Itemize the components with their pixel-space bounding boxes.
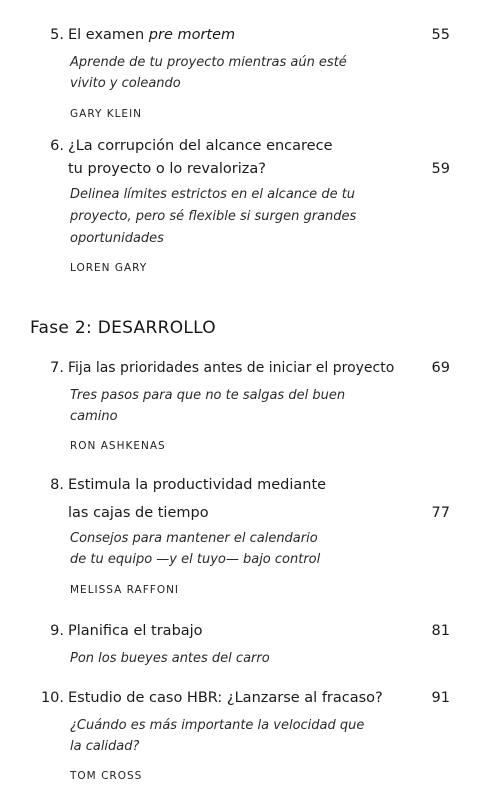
- entry-author: LOREN GARY: [70, 262, 148, 274]
- entry-page-number: 91: [431, 690, 450, 706]
- entry-description-line: ¿Cuándo es más importante la velocidad que: [70, 718, 365, 733]
- entry-title: [68, 27, 235, 43]
- entry-number: 9.: [50, 623, 64, 639]
- entry-title-italic: pre mortem: [148, 27, 236, 43]
- entry-author: GARY KLEIN: [70, 108, 143, 120]
- entry-page-number: 59: [431, 161, 450, 177]
- entry-description-line: Pon los bueyes antes del carro: [70, 651, 270, 666]
- entry-description-line: Consejos para mantener el calendario: [70, 531, 318, 546]
- entry-description-line: Aprende de tu proyecto mientras aún esté: [70, 55, 347, 70]
- entry-description-line: proyecto, pero sé flexible si surgen grandes: [70, 209, 357, 224]
- entry-description-line: la calidad?: [70, 739, 140, 754]
- entry-description-line: Delinea límites estrictos en el alcance de tu: [70, 187, 356, 202]
- entry-title-line: Planifica el trabajo: [68, 623, 203, 639]
- entry-description-line: Tres pasos para que no te salgas del buen: [70, 388, 346, 403]
- entry-number: 7.: [50, 360, 64, 376]
- phase-heading: Fase 2: DESARROLLO: [30, 318, 216, 338]
- entry-title-line: Estudio de caso HBR: ¿Lanzarse al fracaso?: [68, 690, 383, 706]
- entry-title-line: ¿La corrupción del alcance encarece: [68, 138, 333, 154]
- entry-description-line: de tu equipo —y el tuyo— bajo control: [70, 552, 321, 567]
- entry-number: 6.: [50, 138, 64, 154]
- entry-description-line: vivito y coleando: [70, 76, 181, 91]
- entry-title-plain: El examen: [68, 27, 149, 43]
- entry-page-number: 69: [431, 360, 450, 376]
- entry-title-line: las cajas de tiempo: [68, 505, 209, 521]
- entry-author: RON ASHKENAS: [70, 440, 166, 452]
- entry-page-number: 77: [431, 505, 450, 521]
- entry-author: TOM CROSS: [70, 770, 143, 782]
- entry-number: 5.: [50, 27, 64, 43]
- entry-title-line: tu proyecto o lo revaloriza?: [68, 161, 266, 177]
- entry-title-line: Estimula la productividad mediante: [68, 477, 327, 493]
- entry-number: 8.: [50, 477, 64, 493]
- entry-title-line: Fija las prioridades antes de iniciar el proyecto: [68, 360, 395, 376]
- entry-page-number: 81: [431, 623, 450, 639]
- entry-description-line: camino: [70, 409, 118, 424]
- entry-page-number: 55: [431, 27, 450, 43]
- entry-description-line: oportunidades: [70, 231, 164, 246]
- entry-author: MELISSA RAFFONI: [70, 584, 180, 596]
- entry-number: 10.: [40, 690, 64, 706]
